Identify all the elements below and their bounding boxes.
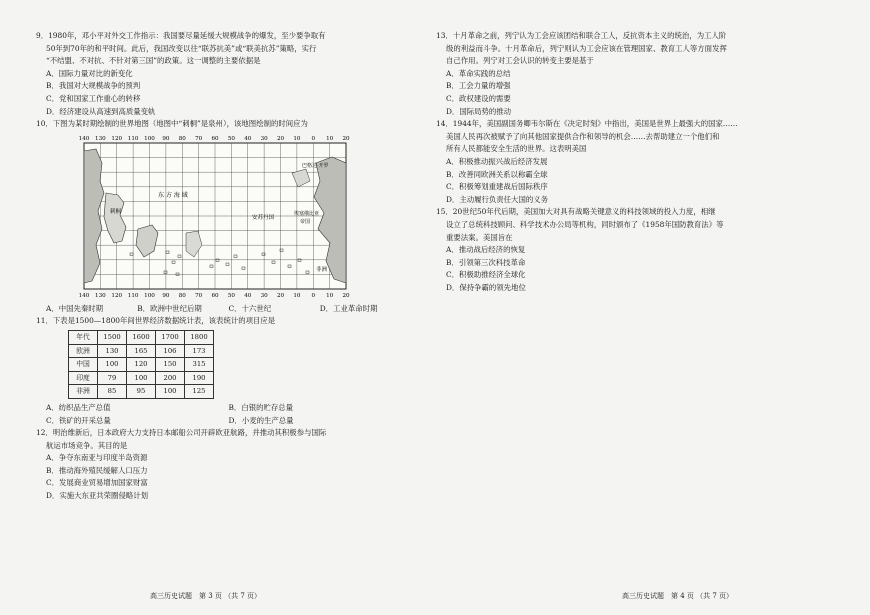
q14-option-d: D．主动履行负责任大国的义务 <box>446 194 549 204</box>
table-cell: 印度 <box>69 371 98 385</box>
table-cell: 120 <box>127 358 156 372</box>
map-label-right-top: 巴格达·开罗 <box>302 162 329 169</box>
map-tick-label: 20 <box>342 292 350 299</box>
map-tick-label: 10 <box>326 135 334 142</box>
world-map <box>66 133 366 301</box>
q13-stem-line: 级的利益而斗争。十月革命后，列宁则认为工会应该在管理国家、教育工人等方面发挥 <box>446 43 727 53</box>
table-header-row <box>69 330 214 344</box>
map-tick-label: 70 <box>195 292 203 299</box>
map-tick-label: 140 <box>78 135 90 142</box>
q15-option-c: C．积极助推经济全球化 <box>446 270 526 280</box>
table-cell: 200 <box>156 371 185 385</box>
map-label-right-mid2: 帝国 <box>300 218 311 225</box>
map-ticks-top <box>79 136 350 142</box>
map-tick-label: 100 <box>144 292 155 299</box>
table-cell: 1500 <box>98 330 127 344</box>
map-label-city: 刺桐 <box>110 208 122 215</box>
q15-stem-line: 重要法案。美国旨在 <box>446 232 513 242</box>
map-tick-label: 10 <box>293 135 301 142</box>
right-page <box>430 0 870 615</box>
q9-option-c: C．党和国家工作重心的转移 <box>46 93 141 103</box>
q10-option-b: B．欧洲中世纪后期 <box>137 303 202 313</box>
q9-option-d: D．经济建设从高速到高质量变轨 <box>46 106 156 116</box>
map-tick-label: 40 <box>244 292 252 299</box>
table-row <box>69 344 214 358</box>
q14-stem-line: 14．1944年，美国副国务卿韦尔斯在《决定时刻》中指出，美国是世界上最强大的国家…… <box>436 119 738 129</box>
table-cell: 非洲 <box>69 385 98 399</box>
map-tick-label: 20 <box>276 292 285 299</box>
economic-data-table <box>68 330 214 399</box>
q11-stem: 11．下表是1500—1800年间世界经济数据统计表，该表统计的项目应是 <box>36 316 276 326</box>
q13-option-b: B．工会力量的增强 <box>446 81 511 91</box>
q15-stem-line: 设立了总统科技顾问、科学技术办公局等机构，同时颁布了《1958年国防教育法》等 <box>446 219 724 229</box>
q15-stem-line: 15．20世纪50年代后期，美国加大对具有战略关键意义的科技领域的投入力度，相继 <box>436 207 716 217</box>
q11-option-b: B．白银的贮存总量 <box>228 402 294 412</box>
map-label-right-bottom: 非洲 <box>316 266 328 273</box>
map-tick-label: 0 <box>311 292 316 299</box>
map-tick-label: 0 <box>311 135 316 142</box>
table-cell: 100 <box>127 371 156 385</box>
q15-option-d: D．保持争霸的领先地位 <box>446 282 526 292</box>
q10-option-c: C．十六世纪 <box>228 303 272 313</box>
q11-options <box>36 402 411 427</box>
q12-option-a: A．争夺东南亚与印度半岛资源 <box>46 453 148 463</box>
table-cell: 1700 <box>156 330 185 344</box>
question-11 <box>36 315 411 427</box>
map-tick-label: 70 <box>195 135 203 142</box>
table-cell: 106 <box>156 344 185 358</box>
left-page <box>0 0 425 615</box>
map-tick-label: 80 <box>178 135 186 142</box>
table-cell: 85 <box>98 385 127 399</box>
q10-option-d: D．工业革命时期 <box>319 303 378 313</box>
question-12 <box>36 427 411 503</box>
q9-stem-line: “不结盟、不对抗、不针对第三国”的政策。这一调整的主要依据是 <box>46 56 261 66</box>
q11-option-a: A．纺织品生产总值 <box>46 402 111 412</box>
map-tick-label: 10 <box>293 292 301 299</box>
table-cell: 130 <box>98 344 127 358</box>
table-cell: 173 <box>185 344 214 358</box>
q13-option-a: A．革命实践的总结 <box>446 68 511 78</box>
table-cell: 150 <box>156 358 185 372</box>
map-tick-label: 120 <box>111 135 123 142</box>
q12-stem-line: 12．明治维新后，日本政府大力支持日本邮船公司开辟欧亚航路，并推动其积极参与国际 <box>36 428 327 438</box>
question-15 <box>436 206 842 294</box>
question-10 <box>36 118 411 315</box>
map-tick-label: 10 <box>326 292 334 299</box>
table-cell: 315 <box>185 358 214 372</box>
page-footer-left: 高三历史试题 第 3 页 （共 7 页） <box>150 592 262 600</box>
map-tick-label: 80 <box>178 292 186 299</box>
q9-stem-line: 9．1980年，邓小平对外交工作指示：我国要尽量延缓大规模战争的爆发，至少要争取有 <box>36 31 326 40</box>
q13-stem-line: 自己作用。列宁对工会认识的转变主要是基于 <box>446 56 594 66</box>
table-cell: 欧洲 <box>69 344 98 358</box>
map-tick-label: 90 <box>162 292 170 299</box>
q12-stem-line: 航运市场竞争。其目的是 <box>46 440 128 450</box>
q15-option-b: B．引领第三次科技革命 <box>446 257 526 267</box>
q14-stem-line: 所有人民都能安全生活的世界。这表明美国 <box>446 144 587 154</box>
table-cell: 100 <box>156 385 185 399</box>
map-tick-label: 130 <box>95 292 106 299</box>
q10-stem: 10．下图为某时期绘制的世界地图（地图中“刺桐”是泉州），该地图绘制的时间应为 <box>36 119 308 129</box>
map-tick-label: 50 <box>227 292 235 299</box>
map-label-sea: 东 方 海 域 <box>158 191 188 199</box>
map-tick-label: 60 <box>211 292 219 299</box>
table-cell: 190 <box>185 371 214 385</box>
q12-option-b: B．推动海外殖民缓解人口压力 <box>46 465 148 475</box>
question-14 <box>436 118 842 206</box>
map-tick-label: 40 <box>244 135 252 142</box>
map-label-mid: 安苏丹国 <box>252 214 275 221</box>
table-cell: 中国 <box>69 358 98 372</box>
map-tick-label: 130 <box>95 135 106 142</box>
table-cell: 1800 <box>185 330 214 344</box>
q9-option-a: A．国际力量对比的新变化 <box>46 68 133 78</box>
q13-option-c: C．政权建设的需要 <box>446 93 511 103</box>
map-tick-label: 50 <box>227 135 235 142</box>
q13-stem-line: 13．十月革命之前，列宁认为工会应该团结和联合工人，反抗资本主义的统治，为工人阶 <box>436 31 727 40</box>
table-cell: 100 <box>98 358 127 372</box>
q14-stem-line: 美国人民再次被赋予了向其他国家提供合作和领导的机会……去帮助建立一个他们和 <box>446 131 720 141</box>
table-cell: 95 <box>127 385 156 399</box>
q11-option-c: C．铁矿的开采总量 <box>46 415 111 425</box>
table-row <box>69 385 214 399</box>
q12-option-d: D．实施大东亚共荣圈侵略计划 <box>46 491 149 501</box>
map-tick-label: 110 <box>127 135 139 142</box>
q10-options <box>36 303 411 316</box>
map-tick-label: 60 <box>211 135 219 142</box>
table-cell: 165 <box>127 344 156 358</box>
map-tick-label: 30 <box>260 135 268 142</box>
map-tick-label: 20 <box>276 135 285 142</box>
map-tick-label: 140 <box>78 292 90 299</box>
map-tick-label: 120 <box>111 292 123 299</box>
q9-stem-line: 50年到70年的和平时间。此后，我国改变以往“联苏抗美”或“联美抗苏”策略，实行 <box>46 43 317 53</box>
question-13 <box>436 30 842 118</box>
page-footer-right: 高三历史试题 第 4 页 （共 7 页） <box>622 592 734 600</box>
q9-option-b: B．我国对大规模战争的预判 <box>46 81 141 91</box>
q14-option-b: B．改善同欧洲关系以称霸全球 <box>446 169 548 179</box>
q14-option-c: C．积极筹划重建战后国际秩序 <box>446 182 548 192</box>
map-tick-label: 20 <box>342 135 350 142</box>
table-row <box>69 358 214 372</box>
table-row <box>69 371 214 385</box>
table-cell: 125 <box>185 385 214 399</box>
map-tick-label: 30 <box>260 292 268 299</box>
q11-option-d: D．小麦的生产总量 <box>228 415 294 425</box>
q13-option-d: D．国际局势的推动 <box>446 106 512 116</box>
map-tick-label: 110 <box>127 292 139 299</box>
table-cell: 年代 <box>69 330 98 344</box>
q15-option-a: A．推动战后经济的恢复 <box>446 245 526 255</box>
map-label-right-mid: 埃塞俄比亚 <box>294 210 320 217</box>
q14-option-a: A．积极推动振兴战后经济发展 <box>446 156 548 166</box>
q10-option-a: A．中国先秦时期 <box>46 303 104 313</box>
question-9 <box>36 30 411 118</box>
map-tick-label: 100 <box>144 135 155 142</box>
map-ticks-bottom <box>79 293 350 299</box>
table-cell: 79 <box>98 371 127 385</box>
world-map-figure <box>66 133 366 301</box>
table-cell: 1600 <box>127 330 156 344</box>
q12-option-c: C．发展商业贸易增加国家财富 <box>46 478 148 488</box>
map-tick-label: 90 <box>162 135 170 142</box>
